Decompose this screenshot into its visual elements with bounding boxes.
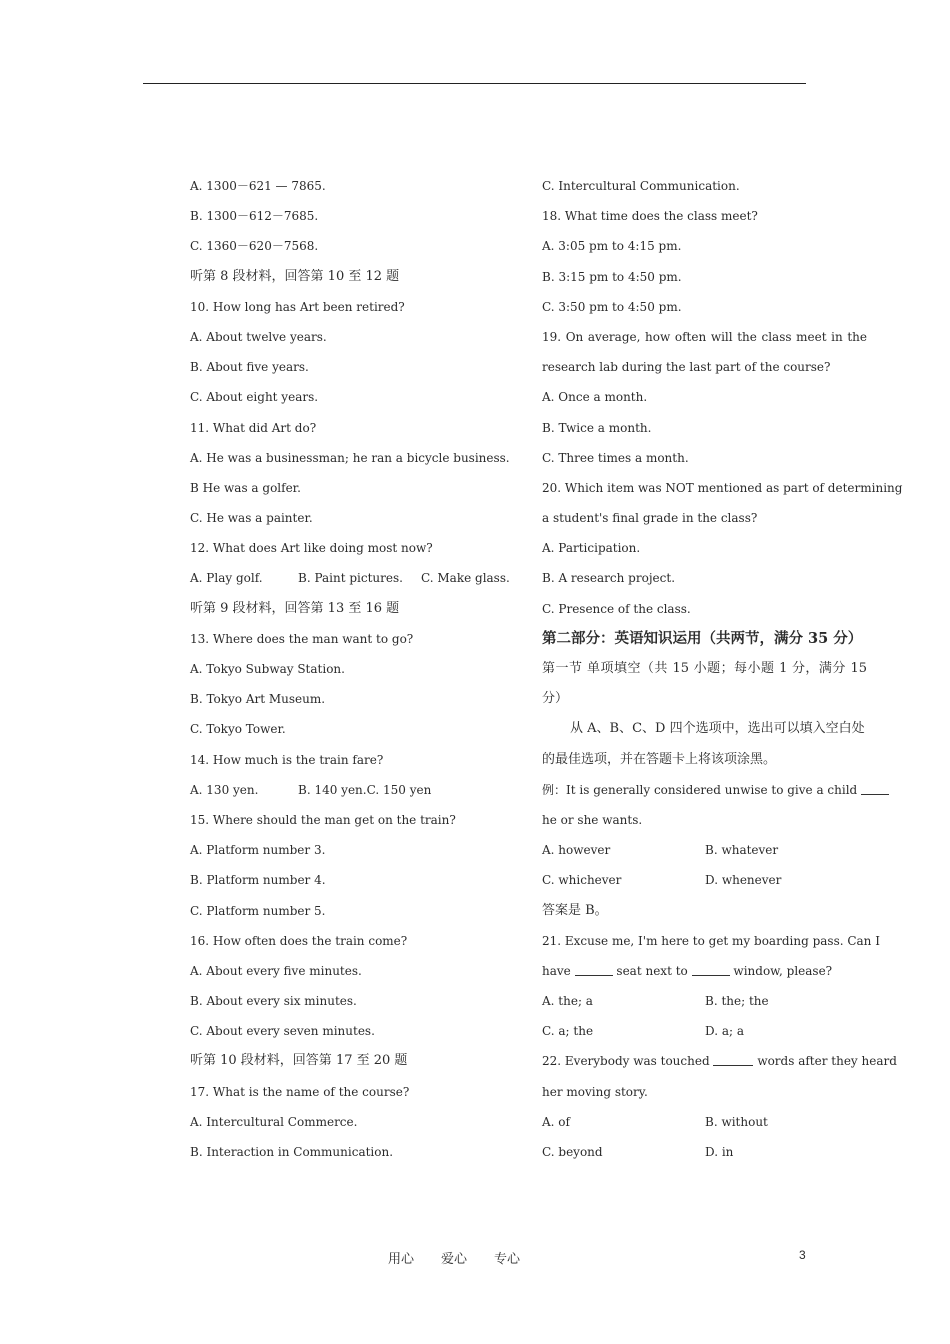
question-13: 13. Where does the man want to go? (190, 631, 414, 646)
option: C. whichever (542, 873, 622, 888)
question-15: 15. Where should the man get on the train? (190, 812, 456, 827)
question-21: 21. Excuse me, I'm here to get my boarding pass. Can I (542, 933, 880, 948)
option: A. 130 yen. (190, 782, 259, 797)
section-instruction: 听第 8 段材料，回答第 10 至 12 题 (190, 268, 400, 284)
text-line: B. Twice a month. (542, 420, 652, 435)
text-line: A. Platform number 3. (190, 843, 326, 858)
example-options-row-1 (542, 835, 867, 865)
text: have (542, 963, 571, 978)
text: seat next to (616, 963, 688, 978)
text-line: B. Interaction in Communication. (190, 1145, 394, 1159)
blank (692, 965, 730, 976)
text-line: C. Platform number 5. (190, 903, 326, 918)
header-rule (143, 83, 806, 84)
question-19: 19. On average, how often will the class meet in the (542, 329, 867, 344)
text: 22. Everybody was touched (542, 1054, 710, 1069)
text-line: C. Three times a month. (542, 450, 689, 465)
blank (713, 1055, 753, 1066)
option: B. the; the (705, 994, 769, 1009)
question-18: 18. What time does the class meet? (542, 209, 758, 224)
question-10: 10. How long has Art been retired? (190, 299, 405, 314)
footer-word: 爱心 (441, 1252, 468, 1267)
option: B. 140 yen.C. 150 yen (298, 782, 432, 797)
blank (575, 965, 613, 976)
text-line: A. About every five minutes. (190, 963, 362, 978)
right-column (542, 171, 903, 1167)
text-line: B. 1300－612－7685. (190, 209, 319, 224)
text-line: A. He was a businessman; he ran a bicycle business. (190, 450, 510, 465)
text-line: B. 3:15 pm to 4:50 pm. (542, 269, 682, 284)
text-line: C. 1360－620－7568. (190, 239, 319, 254)
instruction: 从 A、B、C、D 四个选项中，选出可以填入空白处 (570, 721, 865, 737)
option: D. in (705, 1145, 734, 1159)
footer-motto (388, 1248, 547, 1267)
text: words after they heard (757, 1054, 897, 1069)
text-line: A. Once a month. (542, 390, 648, 405)
instruction-cont: 的最佳选项，并在答题卡上将该项涂黑。 (542, 751, 777, 767)
text-line: A. 1300－621 — 7865. (190, 179, 326, 193)
q22-options-row-2 (542, 1137, 867, 1167)
text-line: he or she wants. (542, 812, 643, 827)
option: B. Paint pictures. (298, 571, 403, 586)
option: B. whatever (705, 843, 779, 858)
text-line: C. About eight years. (190, 390, 319, 405)
option: D. a; a (705, 1024, 744, 1039)
question-21-cont (542, 956, 867, 986)
question-20: 20. Which item was NOT mentioned as part of determining (542, 480, 903, 495)
text-line: C. Presence of the class. (542, 601, 691, 616)
text-line: C. Tokyo Tower. (190, 722, 286, 737)
text-line: A. Participation. (542, 541, 641, 556)
question-16: 16. How often does the train come? (190, 933, 408, 948)
option: B. without (705, 1114, 768, 1129)
text-line: B He was a golfer. (190, 480, 301, 495)
page-number: 3 (799, 1248, 806, 1262)
section-instruction: 听第 9 段材料，回答第 13 至 16 题 (190, 600, 400, 616)
text-line: B. About every six minutes. (190, 994, 357, 1009)
text-line: A. Tokyo Subway Station. (190, 662, 345, 676)
question-12: 12. What does Art like doing most now? (190, 541, 433, 556)
text-line: C. 3:50 pm to 4:50 pm. (542, 299, 682, 314)
option: D. whenever (705, 873, 782, 888)
q22-options-row-1 (542, 1107, 867, 1137)
question-22-cont: her moving story. (542, 1084, 648, 1099)
footer-word: 用心 (388, 1252, 415, 1267)
example-answer: 答案是 B。 (542, 902, 608, 918)
text-line: A. Intercultural Commerce. (190, 1114, 358, 1129)
text-line: B. Tokyo Art Museum. (190, 692, 326, 707)
example-text: 例：It is generally considered unwise to give a child (542, 782, 858, 797)
question-14: 14. How much is the train fare? (190, 752, 384, 767)
q14-options (190, 775, 510, 805)
option: C. beyond (542, 1145, 603, 1159)
question-11: 11. What did Art do? (190, 420, 317, 435)
page-footer (0, 1248, 950, 1268)
left-column (190, 171, 510, 1167)
text-line: B. A research project. (542, 571, 676, 586)
option: A. the; a (542, 994, 593, 1009)
text-line: B. About five years. (190, 360, 309, 375)
text-line: A. 3:05 pm to 4:15 pm. (542, 239, 682, 254)
option: A. however (542, 843, 611, 858)
option: A. Play golf. (190, 571, 263, 586)
text-line: C. He was a painter. (190, 511, 313, 526)
option: C. Make glass. (421, 571, 510, 586)
q12-options (190, 563, 510, 593)
section1-heading: 第一节 单项填空（共 15 小题；每小题 1 分，满分 15 (542, 661, 867, 676)
text-line: B. Platform number 4. (190, 873, 326, 888)
example-sentence (542, 775, 867, 805)
question-17: 17. What is the name of the course? (190, 1084, 410, 1099)
blank (861, 784, 889, 795)
option: C. a; the (542, 1024, 594, 1039)
section1-heading-cont: 分） (542, 691, 569, 707)
text-line: C. Intercultural Communication. (542, 179, 740, 193)
text: window, please? (733, 963, 833, 978)
section-instruction: 听第 10 段材料，回答第 17 至 20 题 (190, 1053, 408, 1069)
text-line: C. About every seven minutes. (190, 1024, 375, 1039)
part2-heading: 第二部分：英语知识运用（共两节，满分 35 分） (542, 629, 863, 647)
q21-options-row-1 (542, 986, 867, 1016)
text-line: a student's final grade in the class? (542, 511, 758, 526)
option: A. of (542, 1114, 570, 1129)
text-line: A. About twelve years. (190, 329, 327, 344)
footer-word: 专心 (494, 1252, 521, 1267)
example-options-row-2 (542, 865, 867, 895)
q21-options-row-2 (542, 1016, 867, 1046)
text-line: research lab during the last part of the course? (542, 360, 831, 375)
question-22 (542, 1046, 897, 1076)
